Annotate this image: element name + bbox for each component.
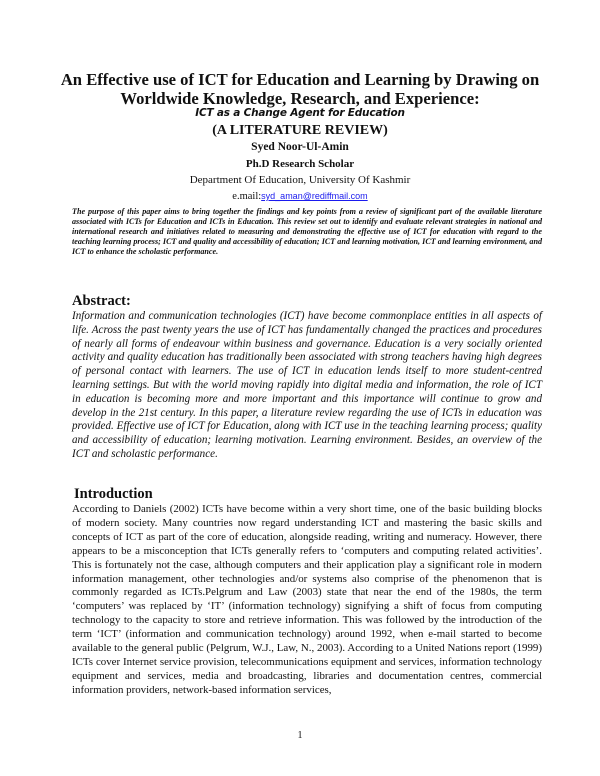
paper-title: An Effective use of ICT for Education and Learning by Drawing on Worldwide Knowledge, Research, and Experience: [60,70,540,108]
introduction-heading: Introduction [74,486,153,502]
email-link[interactable]: syd_aman@rediffmail.com [261,191,368,201]
email-label: e.mail: [232,191,262,202]
author-name: Syed Noor-Ul-Amin [251,141,349,153]
page-number: 1 [297,730,303,741]
author-department: Department Of Education, University Of Kashmir [189,174,411,186]
paper-subtitle: ICT as a Change Agent for Education [195,107,405,119]
abstract-heading: Abstract: [72,293,131,309]
introduction-text: According to Daniels (2002) ICTs have become within a very short time, one of the basic building blocks of modern society. Many countries now regard understanding ICT and mastering the basic skills and concepts of ICT as part of the core of education, alongside reading, writing and numeracy. However, there appears to be a misconception that ICTs generally refers to ‘computers and computing related activities’. This is fortunately not the case, although computers and their application play a significant role in modern information management, other technologies and/or systems also comprise of the phenomenon that is commonly regarded as ICTs.Pelgrum and Law (2003) state that near the end of the 1980s, the term ‘computers’ was replaced by ‘IT’ (information technology) signifying a shift of focus from computing technology to the capacity to store and retrieve information. This was followed by the introduction of the term ‘ICT’ (information and communication technology) around 1992, when e-mail started to become available to the general public (Pelgrum, W.J., Law, N., 2003). According to a United Nations report (1999) ICTs cover Internet service provision, telecommunications equipment and services, information technology equipment and services, media and broadcasting, libraries and documentation centres, commercial information providers, network-based information services, [72,503,542,696]
author-role: Ph.D Research Scholar [245,158,355,170]
review-label: (A LITERATURE REVIEW) [212,123,388,138]
abstract-text: Information and communication technologies (ICT) have become commonplace entities in all aspects of life. Across the past twenty years the use of ICT has fundamentally changed the practices and procedures of nearly all forms of endeavour within business and governance. Education is a very socially oriented activity and quality education has traditionally been associated with strong teachers having high degrees of personal contact with learners. The use of ICT in education lends itself to more student-centred learning settings. But with the world moving rapidly into digital media and information, the role of ICT in education is becoming more and more important and this importance will continue to grow and develop in the 21st century. In this paper, a literature review regarding the use of ICTs in education was provided. Effective use of ICT for Education, along with ICT use in the teaching learning process; quality and accessibility of education; learning motivation. Learning environment. Besides, an overview of the ICT and scholastic performance. [72,310,542,460]
author-email-line [40,191,560,202]
purpose-statement: The purpose of this paper aims to bring together the findings and key points from a review of significant part of the available literature associated with ICTs for Education and ICTs in Education. This review set out to identify and evaluate relevant strategies in national and international research and initiatives related to measuring and demonstrating the effective use of ICT for education with regard to the teaching learning process; ICT and quality and accessibility of education; ICT and learning motivation, ICT and learning environment, and ICT to enhance the scholastic performance. [72,207,542,256]
